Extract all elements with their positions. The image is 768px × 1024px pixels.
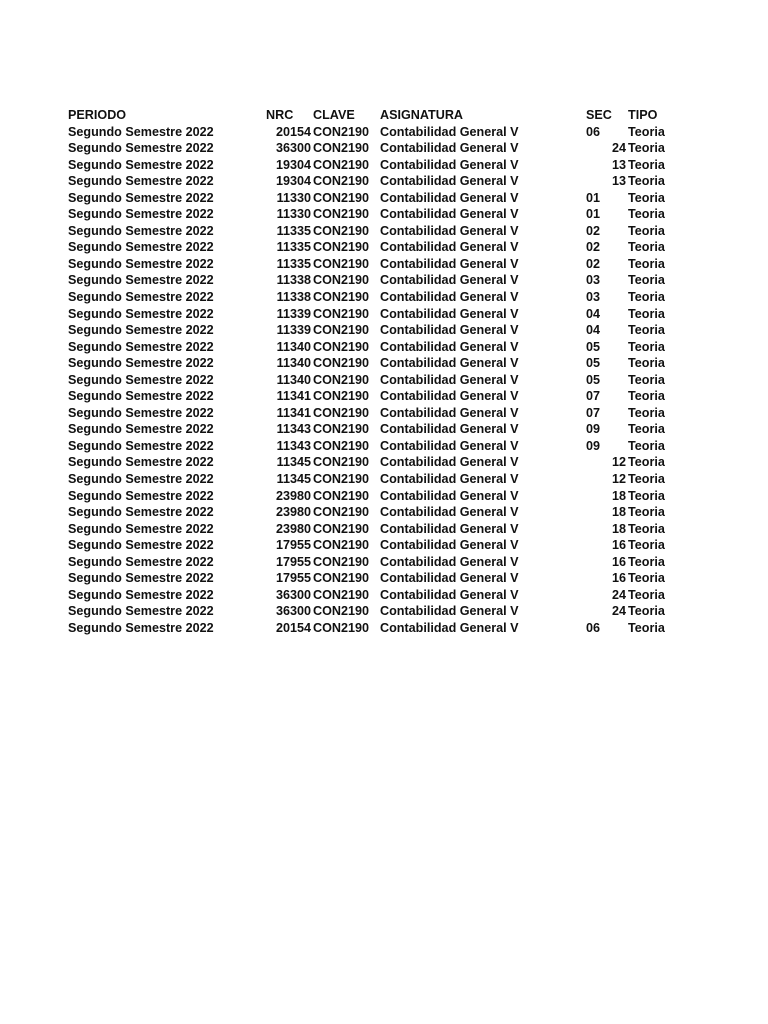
cell-nrc: 11340: [276, 356, 311, 371]
cell-tipo-number: 24: [611, 141, 626, 156]
cell-asignatura: Contabilidad General V: [380, 571, 519, 586]
cell-asignatura: Contabilidad General V: [380, 620, 519, 635]
cell-sec: 03: [586, 273, 601, 288]
cell-clave: CON2190: [313, 372, 370, 387]
cell-sec: 01: [586, 207, 601, 222]
cell-asignatura: Contabilidad General V: [380, 422, 519, 437]
cell-tipo: Teoria: [628, 488, 665, 503]
cell-periodo: Segundo Semestre 2022: [68, 372, 214, 387]
header-nrc: NRC: [266, 108, 294, 122]
cell-nrc: 11343: [276, 422, 311, 437]
cell-tipo: Teoria: [628, 422, 665, 437]
cell-asignatura: Contabilidad General V: [380, 323, 519, 338]
cell-tipo: Teoria: [628, 438, 665, 453]
cell-asignatura: Contabilidad General V: [380, 356, 519, 371]
header-sec: SEC: [586, 108, 612, 122]
cell-nrc: 17955: [275, 538, 311, 553]
cell-asignatura: Contabilidad General V: [380, 438, 519, 453]
cell-tipo: Teoria: [628, 190, 665, 205]
cell-periodo: Segundo Semestre 2022: [68, 207, 214, 222]
cell-tipo: Teoria: [628, 587, 665, 602]
cell-asignatura: Contabilidad General V: [380, 339, 519, 354]
cell-tipo: Teoria: [628, 174, 665, 189]
cell-clave: CON2190: [313, 190, 370, 205]
cell-nrc: 11345: [276, 455, 311, 470]
cell-nrc: 23980: [275, 488, 311, 503]
cell-sec: 04: [586, 323, 601, 338]
cell-nrc: 11335: [276, 240, 311, 255]
cell-asignatura: Contabilidad General V: [380, 157, 519, 172]
cell-tipo-number: 16: [611, 554, 626, 569]
cell-nrc: 19304: [275, 157, 311, 172]
cell-tipo-number: 12: [611, 455, 626, 470]
cell-tipo: Teoria: [628, 521, 665, 536]
cell-clave: CON2190: [313, 223, 370, 238]
cell-sec: 04: [586, 306, 601, 321]
cell-nrc: 11335: [276, 223, 311, 238]
cell-asignatura: Contabilidad General V: [380, 256, 519, 271]
cell-tipo: Teoria: [628, 290, 665, 305]
cell-tipo: Teoria: [628, 157, 665, 172]
cell-periodo: Segundo Semestre 2022: [68, 174, 214, 189]
cell-periodo: Segundo Semestre 2022: [68, 571, 214, 586]
cell-nrc: 11339: [276, 323, 311, 338]
cell-sec: 01: [586, 190, 601, 205]
cell-periodo: Segundo Semestre 2022: [68, 488, 214, 503]
cell-tipo-number: 18: [611, 505, 626, 520]
cell-periodo: Segundo Semestre 2022: [68, 438, 214, 453]
cell-tipo: Teoria: [628, 604, 665, 619]
cell-asignatura: Contabilidad General V: [380, 505, 519, 520]
cell-asignatura: Contabilidad General V: [380, 124, 519, 139]
cell-sec: 03: [586, 290, 601, 305]
cell-sec: 06: [586, 620, 601, 635]
cell-nrc: 36300: [275, 587, 311, 602]
cell-periodo: Segundo Semestre 2022: [68, 223, 214, 238]
cell-periodo: Segundo Semestre 2022: [68, 521, 214, 536]
cell-tipo: Teoria: [628, 455, 665, 470]
cell-tipo-number: 18: [611, 488, 626, 503]
cell-sec: 07: [586, 389, 601, 404]
cell-clave: CON2190: [313, 124, 370, 139]
cell-clave: CON2190: [313, 290, 370, 305]
cell-periodo: Segundo Semestre 2022: [68, 405, 214, 420]
cell-tipo: Teoria: [628, 620, 665, 635]
cell-nrc: 36300: [275, 604, 311, 619]
cell-nrc: 20154: [275, 620, 311, 635]
cell-clave: CON2190: [313, 174, 370, 189]
cell-sec: 05: [586, 372, 601, 387]
cell-nrc: 11339: [276, 306, 311, 321]
cell-clave: CON2190: [313, 488, 370, 503]
cell-asignatura: Contabilidad General V: [380, 472, 519, 487]
cell-periodo: Segundo Semestre 2022: [68, 256, 214, 271]
cell-tipo: Teoria: [628, 372, 665, 387]
cell-tipo: Teoria: [628, 389, 665, 404]
cell-nrc: 11341: [276, 389, 311, 404]
cell-clave: CON2190: [313, 472, 370, 487]
cell-clave: CON2190: [313, 620, 370, 635]
cell-tipo-number: 18: [611, 521, 626, 536]
cell-tipo: Teoria: [628, 273, 665, 288]
cell-clave: CON2190: [313, 356, 370, 371]
cell-asignatura: Contabilidad General V: [380, 372, 519, 387]
cell-periodo: Segundo Semestre 2022: [68, 157, 214, 172]
cell-periodo: Segundo Semestre 2022: [68, 306, 214, 321]
cell-asignatura: Contabilidad General V: [380, 604, 519, 619]
cell-periodo: Segundo Semestre 2022: [68, 587, 214, 602]
cell-periodo: Segundo Semestre 2022: [68, 620, 214, 635]
cell-nrc: 11341: [276, 405, 311, 420]
cell-clave: CON2190: [313, 521, 370, 536]
cell-tipo: Teoria: [628, 323, 665, 338]
cell-nrc: 11340: [276, 372, 311, 387]
cell-nrc: 11335: [276, 256, 311, 271]
cell-periodo: Segundo Semestre 2022: [68, 505, 214, 520]
cell-clave: CON2190: [313, 405, 370, 420]
cell-periodo: Segundo Semestre 2022: [68, 273, 214, 288]
cell-clave: CON2190: [313, 554, 370, 569]
cell-sec: 06: [586, 124, 601, 139]
cell-clave: CON2190: [313, 571, 370, 586]
cell-asignatura: Contabilidad General V: [380, 190, 519, 205]
cell-sec: 02: [586, 223, 601, 238]
cell-periodo: Segundo Semestre 2022: [68, 124, 214, 139]
cell-periodo: Segundo Semestre 2022: [68, 604, 214, 619]
cell-asignatura: Contabilidad General V: [380, 554, 519, 569]
cell-tipo: Teoria: [628, 124, 665, 139]
header-periodo: PERIODO: [68, 108, 127, 122]
cell-asignatura: Contabilidad General V: [380, 587, 519, 602]
cell-nrc: 23980: [275, 505, 311, 520]
header-asignatura: ASIGNATURA: [380, 108, 464, 122]
cell-clave: CON2190: [313, 306, 370, 321]
cell-tipo-number: 12: [611, 472, 626, 487]
cell-clave: CON2190: [313, 455, 370, 470]
cell-sec: 02: [586, 240, 601, 255]
cell-clave: CON2190: [313, 538, 370, 553]
cell-asignatura: Contabilidad General V: [380, 174, 519, 189]
cell-tipo: Teoria: [628, 207, 665, 222]
cell-sec: 07: [586, 405, 601, 420]
cell-nrc: 17955: [275, 554, 311, 569]
cell-periodo: Segundo Semestre 2022: [68, 455, 214, 470]
cell-nrc: 11340: [276, 339, 311, 354]
cell-clave: CON2190: [313, 323, 370, 338]
cell-clave: CON2190: [313, 438, 370, 453]
cell-asignatura: Contabilidad General V: [380, 223, 519, 238]
cell-periodo: Segundo Semestre 2022: [68, 240, 214, 255]
cell-tipo-number: 13: [611, 157, 626, 172]
cell-periodo: Segundo Semestre 2022: [68, 472, 214, 487]
cell-tipo-number: 16: [611, 538, 626, 553]
cell-periodo: Segundo Semestre 2022: [68, 339, 214, 354]
cell-tipo: Teoria: [628, 141, 665, 156]
cell-nrc: 17955: [275, 571, 311, 586]
cell-asignatura: Contabilidad General V: [380, 538, 519, 553]
cell-asignatura: Contabilidad General V: [380, 455, 519, 470]
cell-asignatura: Contabilidad General V: [380, 488, 519, 503]
cell-sec: 02: [586, 256, 601, 271]
cell-tipo: Teoria: [628, 538, 665, 553]
cell-periodo: Segundo Semestre 2022: [68, 356, 214, 371]
cell-clave: CON2190: [313, 604, 370, 619]
cell-nrc: 23980: [275, 521, 311, 536]
cell-sec: 09: [586, 422, 601, 437]
cell-periodo: Segundo Semestre 2022: [68, 323, 214, 338]
cell-clave: CON2190: [313, 339, 370, 354]
cell-asignatura: Contabilidad General V: [380, 207, 519, 222]
cell-clave: CON2190: [313, 240, 370, 255]
cell-clave: CON2190: [313, 141, 370, 156]
cell-periodo: Segundo Semestre 2022: [68, 290, 214, 305]
cell-tipo-number: 13: [611, 174, 626, 189]
cell-periodo: Segundo Semestre 2022: [68, 422, 214, 437]
cell-nrc: 11343: [276, 438, 311, 453]
cell-asignatura: Contabilidad General V: [380, 405, 519, 420]
cell-tipo-number: 24: [611, 604, 626, 619]
cell-tipo: Teoria: [628, 472, 665, 487]
cell-tipo: Teoria: [628, 571, 665, 586]
cell-clave: CON2190: [313, 422, 370, 437]
cell-clave: CON2190: [313, 273, 370, 288]
cell-tipo: Teoria: [628, 356, 665, 371]
cell-periodo: Segundo Semestre 2022: [68, 554, 214, 569]
cell-nrc: 11330: [276, 207, 311, 222]
cell-tipo: Teoria: [628, 339, 665, 354]
cell-tipo: Teoria: [628, 240, 665, 255]
cell-clave: CON2190: [313, 505, 370, 520]
cell-tipo: Teoria: [628, 554, 665, 569]
cell-asignatura: Contabilidad General V: [380, 306, 519, 321]
cell-tipo-number: 24: [611, 587, 626, 602]
cell-nrc: 11338: [276, 273, 311, 288]
cell-tipo: Teoria: [628, 223, 665, 238]
cell-sec: 05: [586, 356, 601, 371]
cell-nrc: 20154: [275, 124, 311, 139]
cell-clave: CON2190: [313, 256, 370, 271]
cell-nrc: 11330: [276, 190, 311, 205]
cell-tipo: Teoria: [628, 405, 665, 420]
cell-asignatura: Contabilidad General V: [380, 290, 519, 305]
cell-sec: 09: [586, 438, 601, 453]
cell-clave: CON2190: [313, 587, 370, 602]
cell-tipo: Teoria: [628, 256, 665, 271]
cell-periodo: Segundo Semestre 2022: [68, 538, 214, 553]
cell-nrc: 19304: [275, 174, 311, 189]
cell-asignatura: Contabilidad General V: [380, 273, 519, 288]
cell-sec: 05: [586, 339, 601, 354]
header-clave: CLAVE: [313, 108, 355, 122]
header-tipo: TIPO: [628, 108, 658, 122]
cell-asignatura: Contabilidad General V: [380, 389, 519, 404]
cell-asignatura: Contabilidad General V: [380, 141, 519, 156]
cell-clave: CON2190: [313, 157, 370, 172]
cell-tipo: Teoria: [628, 505, 665, 520]
cell-clave: CON2190: [313, 389, 370, 404]
cell-tipo-number: 16: [611, 571, 626, 586]
cell-tipo: Teoria: [628, 306, 665, 321]
cell-periodo: Segundo Semestre 2022: [68, 190, 214, 205]
cell-clave: CON2190: [313, 207, 370, 222]
cell-nrc: 11345: [276, 472, 311, 487]
cell-asignatura: Contabilidad General V: [380, 240, 519, 255]
cell-periodo: Segundo Semestre 2022: [68, 141, 214, 156]
cell-nrc: 11338: [276, 290, 311, 305]
cell-asignatura: Contabilidad General V: [380, 521, 519, 536]
cell-nrc: 36300: [275, 141, 311, 156]
cell-periodo: Segundo Semestre 2022: [68, 389, 214, 404]
